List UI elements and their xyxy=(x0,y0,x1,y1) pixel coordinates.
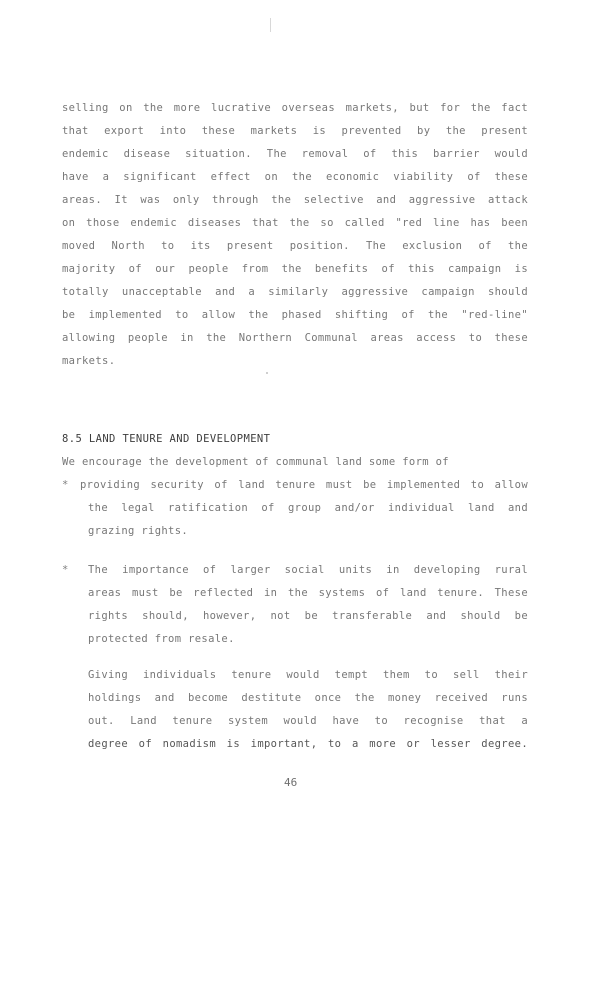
paragraph-1-line: be implemented to allow the phased shifting of the "red-line" xyxy=(62,309,528,321)
scan-speck xyxy=(266,372,268,374)
bullet-2-line: rights should, however, not be transferable and should be xyxy=(88,610,528,622)
bullet-1-line: the legal ratification of group and/or individual land and xyxy=(88,502,528,514)
paragraph-1-line: moved North to its present position. The exclusion of the xyxy=(62,240,528,252)
bullet-marker: * xyxy=(62,564,69,576)
paragraph-1-line: areas. It was only through the selective and aggressive attack xyxy=(62,194,528,206)
bullet-2-line: areas must be reflected in the systems of land tenure. These xyxy=(88,587,528,599)
paragraph-1-line: that export into these markets is prevented by the present xyxy=(62,125,528,137)
paragraph-2-line: out. Land tenure system would have to recognise that a xyxy=(88,715,528,727)
paragraph-2-line: degree of nomadism is important, to a more or lesser degree. xyxy=(88,738,528,750)
bullet-marker: * xyxy=(62,479,69,491)
section-heading: 8.5 LAND TENURE AND DEVELOPMENT xyxy=(62,433,271,445)
scan-mark xyxy=(270,18,271,32)
paragraph-1-line: endemic disease situation. The removal of this barrier would xyxy=(62,148,528,160)
paragraph-1-line: on those endemic diseases that the so called "red line has been xyxy=(62,217,528,229)
bullet-2-line: protected from resale. xyxy=(88,633,235,645)
paragraph-1-line: allowing people in the Northern Communal areas access to these xyxy=(62,332,528,344)
paragraph-1-line: markets. xyxy=(62,355,116,367)
bullet-2-line: The importance of larger social units in developing rural xyxy=(88,564,528,576)
page-number: 46 xyxy=(284,776,298,789)
paragraph-2-line: Giving individuals tenure would tempt them to sell their xyxy=(88,669,528,681)
bullet-1-line: providing security of land tenure must be implemented to allow xyxy=(80,479,528,491)
paragraph-1-line: have a significant effect on the economic viability of these xyxy=(62,171,528,183)
paragraph-1-line: totally unacceptable and a similarly aggressive campaign should xyxy=(62,286,528,298)
bullet-1-line: grazing rights. xyxy=(88,525,189,537)
paragraph-1-line: majority of our people from the benefits of this campaign is xyxy=(62,263,528,275)
paragraph-2-line: holdings and become destitute once the money received runs xyxy=(88,692,528,704)
section-intro: We encourage the development of communal land some form of xyxy=(62,456,449,468)
paragraph-1-line: selling on the more lucrative overseas markets, but for the fact xyxy=(62,102,528,114)
